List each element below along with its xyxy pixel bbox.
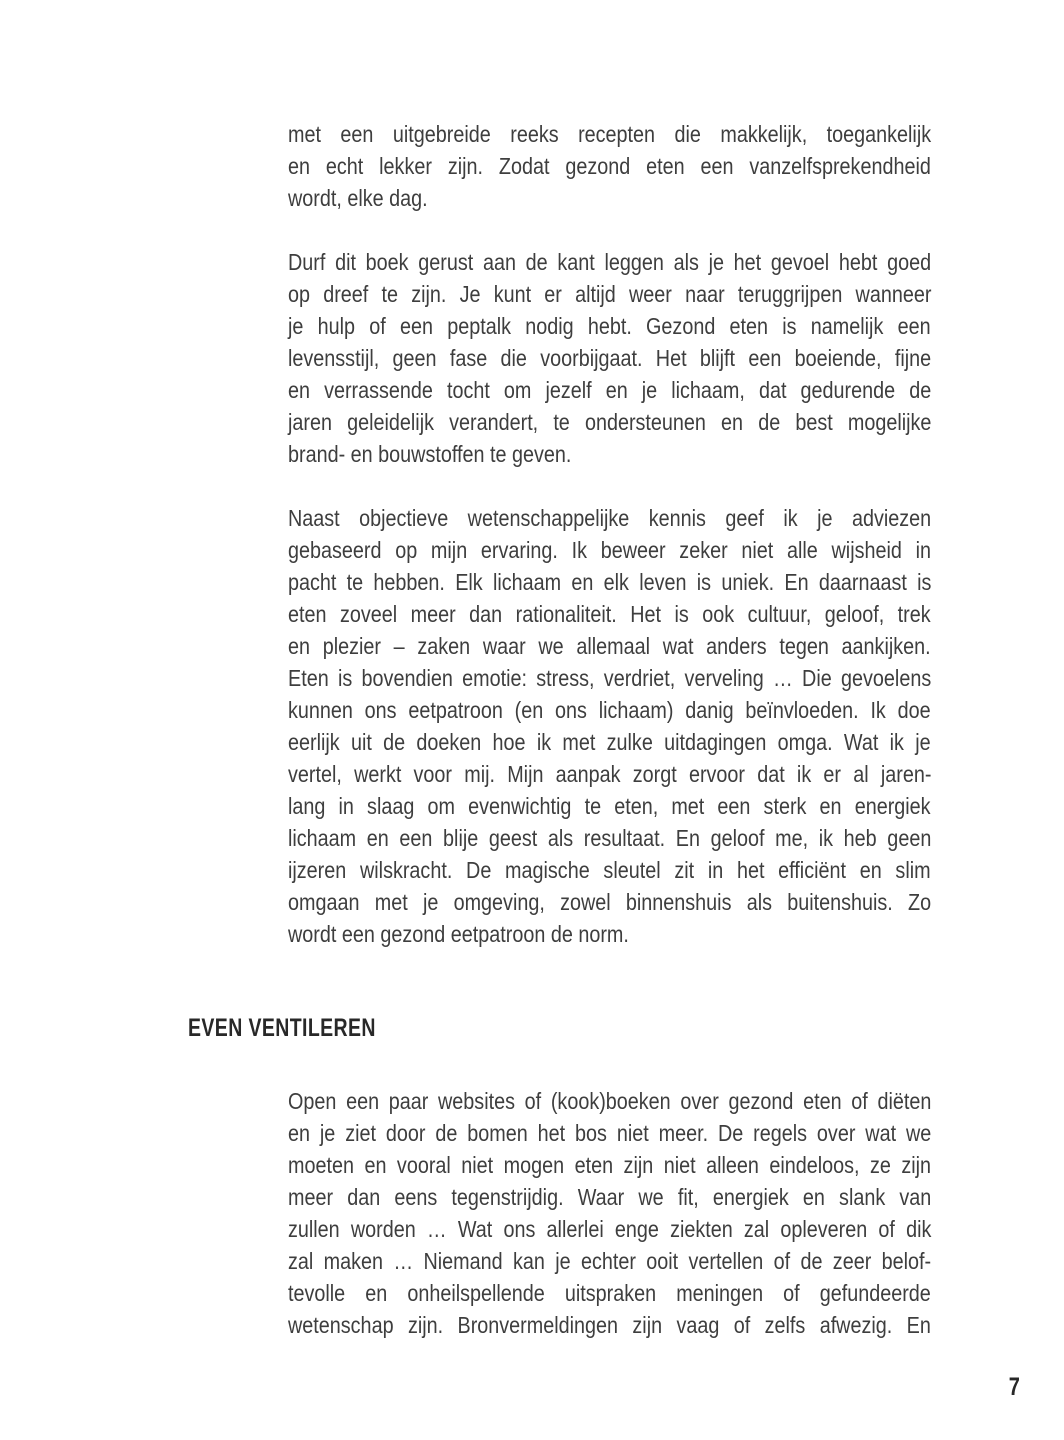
paragraph [288, 502, 931, 950]
text-line: lichaam en een blije geest als resultaat. En geloof me, ik heb geen [288, 825, 932, 851]
text-column [188, 118, 932, 1341]
text-line: meer dan eens tegenstrijdig. Waar we fit, energiek en slank van [288, 1184, 932, 1210]
text-line: kunnen ons eetpatroon (en ons lichaam) danig beïnvloeden. Ik doe [288, 697, 931, 723]
text-line: omgaan met je omgeving, zowel binnenshuis als buitenshuis. Zo [288, 889, 932, 915]
text-line: en plezier – zaken waar we allemaal wat anders tegen aankijken. [288, 633, 931, 659]
section-heading-label: EVEN VENTILEREN [188, 1014, 376, 1042]
text-line: wordt, elke dag. [288, 185, 428, 211]
text-line: je hulp of een peptalk nodig hebt. Gezond eten is namelijk een [288, 313, 931, 339]
text-line: levensstijl, geen fase die voorbijgaat. Het blijft een boeiende, fijne [288, 345, 932, 371]
text-line: en je ziet door de bomen het bos niet meer. De regels over wat we [288, 1120, 932, 1146]
text-line: Open een paar websites of (kook)boeken over gezond eten of diëten [288, 1088, 932, 1114]
text-line: gebaseerd op mijn ervaring. Ik beweer zeker niet alle wijsheid in [288, 537, 932, 563]
paragraph [288, 1085, 931, 1341]
text-line: met een uitgebreide reeks recepten die makkelijk, toegankelijk [288, 121, 932, 147]
section-paragraphs [288, 1085, 931, 1341]
text-line: eerlijk uit de doeken hoe ik met zulke uitdagingen omga. Wat ik je [288, 729, 931, 755]
text-line: pacht te hebben. Elk lichaam en elk leven is uniek. En daarnaast is [288, 569, 932, 595]
text-line: zal maken … Niemand kan je echter ooit vertellen of de zeer belof- [288, 1248, 932, 1274]
text-line: Naast objectieve wetenschappelijke kennis geef ik je adviezen [288, 505, 932, 531]
page-number-value: 7 [1008, 1373, 1020, 1401]
page-number [1006, 1372, 1020, 1402]
text-line: Eten is bovendien emotie: stress, verdriet, verveling … Die gevoelens [288, 665, 932, 691]
text-line: eten zoveel meer dan rationaliteit. Het is ook cultuur, geloof, trek [288, 601, 931, 627]
text-line: en verrassende tocht om jezelf en je lichaam, dat gedurende de [288, 377, 932, 403]
section-heading [188, 1013, 931, 1043]
text-line: brand- en bouwstoffen te geven. [288, 441, 572, 467]
paragraph [288, 246, 931, 470]
text-line: ijzeren wilskracht. De magische sleutel zit in het efficiënt en slim [288, 857, 931, 883]
text-line: wordt een gezond eetpatroon de norm. [288, 921, 629, 947]
text-line: en echt lekker zijn. Zodat gezond eten een vanzelfsprekendheid [288, 153, 931, 179]
text-line: tevolle en onheilspellende uitspraken meningen of gefundeerde [288, 1280, 931, 1306]
text-line: wetenschap zijn. Bronvermeldingen zijn vaag of zelfs afwezig. En [288, 1312, 931, 1338]
intro-paragraphs [288, 118, 931, 950]
text-line: vertel, werkt voor mij. Mijn aanpak zorgt ervoor dat ik er al jaren- [288, 761, 932, 787]
text-line: moeten en vooral niet mogen eten zijn niet alleen eindeloos, ze zijn [288, 1152, 932, 1178]
text-line: zullen worden … Wat ons allerlei enge ziekten zal opleveren of dik [288, 1216, 932, 1242]
paragraph [288, 118, 931, 214]
text-line: Durf dit boek gerust aan de kant leggen als je het gevoel hebt goed [288, 249, 932, 275]
text-line: op dreef te zijn. Je kunt er altijd weer naar teruggrijpen wanneer [288, 281, 932, 307]
text-line: lang in slaag om evenwichtig te eten, met een sterk en energiek [288, 793, 931, 819]
text-line: jaren geleidelijk verandert, te ondersteunen en de best mogelijke [288, 409, 932, 435]
